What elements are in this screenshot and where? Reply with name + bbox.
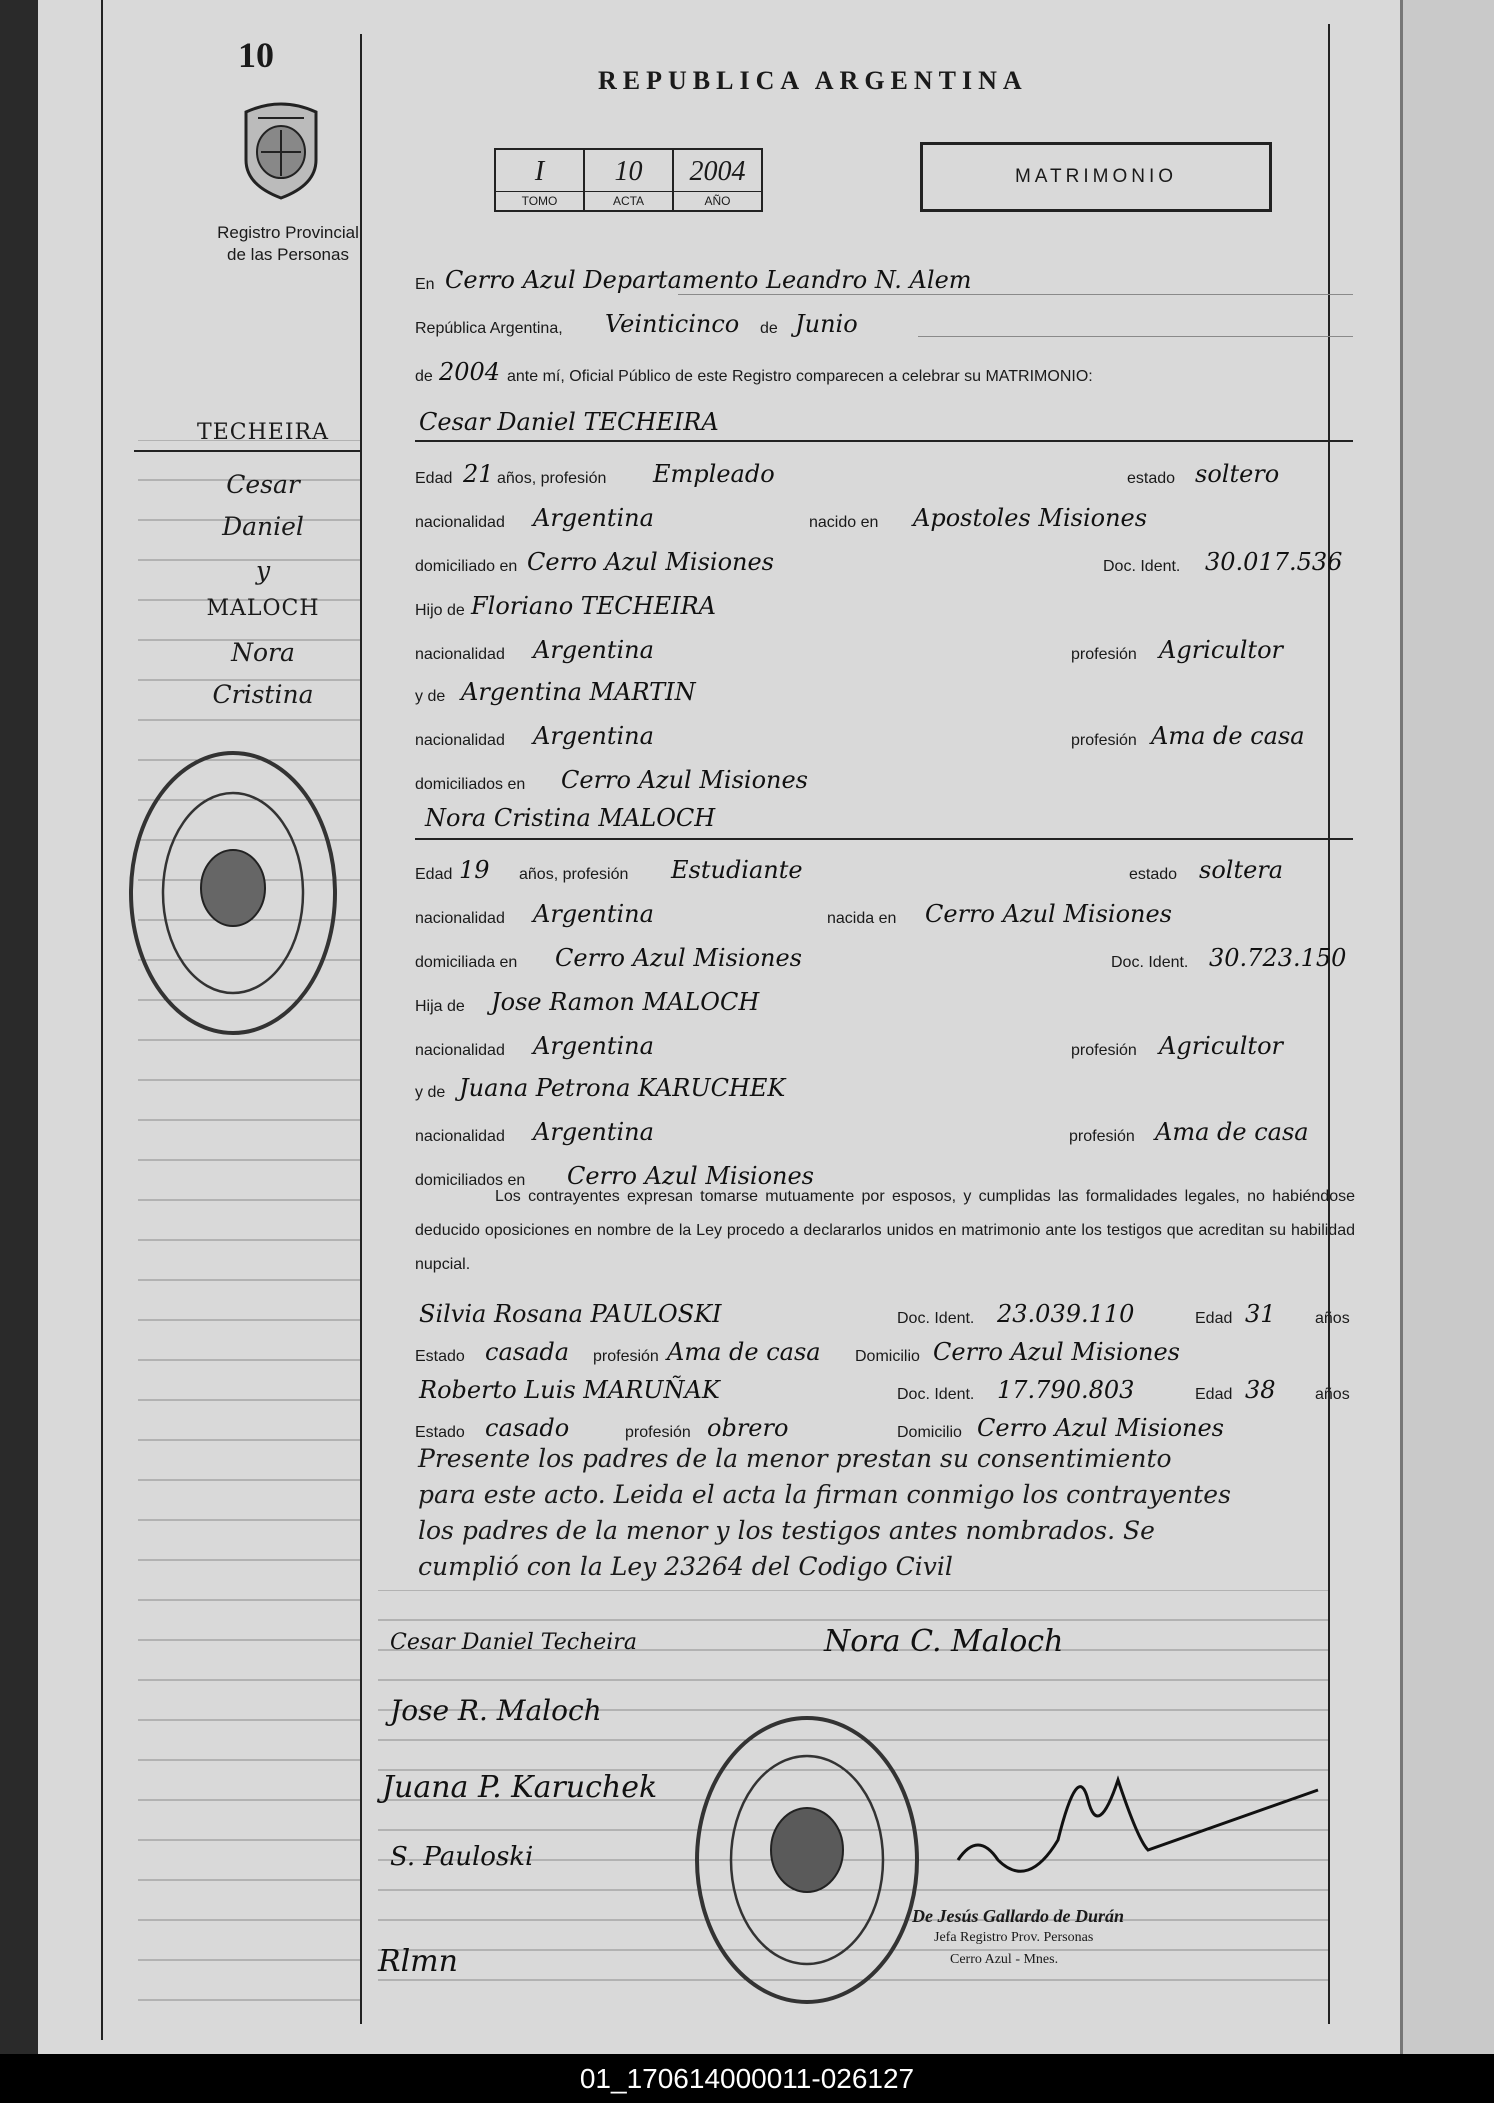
margin-divider bbox=[360, 34, 362, 2024]
anos-prof-label: años, profesión bbox=[519, 866, 629, 883]
anos-label: años bbox=[1315, 1386, 1350, 1403]
groom-mother: Argentina MARTIN bbox=[461, 678, 696, 706]
witness2-estado: casado bbox=[485, 1414, 570, 1442]
hijo-label: Hijo de bbox=[415, 602, 465, 619]
margin-first2: Nora bbox=[231, 638, 295, 667]
groom-profession: Empleado bbox=[653, 460, 775, 488]
doc-label: Doc. Ident. bbox=[1103, 558, 1181, 575]
groom-row5 bbox=[415, 632, 1353, 670]
witness2-name: Roberto Luis MARUÑAK bbox=[419, 1376, 720, 1404]
observation-line1: Presente los padres de la menor prestan su consentimiento bbox=[418, 1444, 1172, 1473]
groom-age: 21 bbox=[463, 460, 494, 488]
nac-label: nacionalidad bbox=[415, 1128, 505, 1145]
groom-row4 bbox=[415, 588, 1353, 626]
bride-father: Jose Ramon MALOCH bbox=[491, 988, 760, 1016]
witness2-age: 38 bbox=[1245, 1376, 1276, 1404]
dom-label: Domicilio bbox=[855, 1348, 920, 1365]
groom-domicile: Cerro Azul Misiones bbox=[527, 548, 774, 576]
bride-row5 bbox=[415, 1028, 1353, 1066]
nac-label: nacionalidad bbox=[415, 732, 505, 749]
dom-label: Domicilio bbox=[897, 1424, 962, 1441]
bride-father-nat: Argentina bbox=[533, 1032, 654, 1060]
groom-row3 bbox=[415, 544, 1353, 582]
acta-label: ACTA bbox=[585, 191, 672, 210]
groom-father-prof: Agricultor bbox=[1159, 636, 1283, 664]
left-border bbox=[101, 0, 103, 2040]
doc-label: Doc. Ident. bbox=[897, 1386, 975, 1403]
nac-label: nacionalidad bbox=[415, 514, 505, 531]
estado-label: estado bbox=[1127, 470, 1176, 487]
record-box bbox=[494, 148, 763, 212]
groom-name: Cesar Daniel TECHEIRA bbox=[419, 408, 719, 436]
witness1-profession: Ama de casa bbox=[667, 1338, 821, 1366]
intro-rest: ante mí, Oficial Público de este Registro comparecen a celebrar su MATRIMONIO: bbox=[507, 368, 1093, 385]
signature-bride: Nora C. Maloch bbox=[824, 1624, 1064, 1659]
bride-row7 bbox=[415, 1114, 1353, 1152]
intro-place: Cerro Azul Departamento Leandro N. Alem bbox=[445, 266, 972, 294]
bride-domicile: Cerro Azul Misiones bbox=[555, 944, 802, 972]
groom-row7 bbox=[415, 718, 1353, 756]
estado-label: Estado bbox=[415, 1424, 465, 1441]
de2-label: de bbox=[415, 368, 433, 385]
witness1-row2 bbox=[415, 1334, 1353, 1372]
margin-second2: Cristina bbox=[212, 680, 314, 709]
footer-id: 01_170614000011-026127 bbox=[0, 2054, 1494, 2103]
prof-label: profesión bbox=[1071, 646, 1137, 663]
witness1-row1 bbox=[415, 1296, 1353, 1334]
de-label: de bbox=[760, 320, 778, 337]
yde-label: y de bbox=[415, 688, 446, 705]
groom-rule bbox=[415, 440, 1353, 442]
witness2-profession: obrero bbox=[707, 1414, 789, 1442]
nacido-label: nacido en bbox=[809, 514, 879, 531]
prof-label: profesión bbox=[593, 1348, 659, 1365]
bride-estado: soltera bbox=[1199, 856, 1284, 884]
yde-label: y de bbox=[415, 1084, 446, 1101]
signature-witness1: S. Pauloski bbox=[390, 1842, 534, 1872]
witness1-estado: casada bbox=[485, 1338, 570, 1366]
signature-bride-mother: Juana P. Karuchek bbox=[382, 1770, 658, 1805]
edad-label: Edad bbox=[415, 470, 453, 487]
ano-label: AÑO bbox=[674, 191, 761, 210]
official-name: De Jesús Gallardo de Durán bbox=[912, 1906, 1125, 1926]
intro-day: Veinticinco bbox=[605, 310, 740, 338]
groom-name-row bbox=[415, 404, 1353, 442]
groom-row6 bbox=[415, 674, 1353, 712]
witness2-doc: 17.790.803 bbox=[997, 1376, 1135, 1404]
signature-groom: Cesar Daniel Techeira bbox=[390, 1630, 637, 1655]
coat-of-arms-icon bbox=[236, 100, 326, 200]
dotted-line bbox=[918, 336, 1353, 337]
nac-label: nacionalidad bbox=[415, 646, 505, 663]
margin-surname: TECHEIRA bbox=[197, 420, 329, 445]
signature-witness2: Rlmn bbox=[378, 1944, 458, 1979]
official-place: Cerro Azul - Mnes. bbox=[950, 1952, 1059, 1967]
witness2-row1 bbox=[415, 1372, 1353, 1410]
doms-label: domiciliados en bbox=[415, 776, 526, 793]
groom-father-nat: Argentina bbox=[533, 636, 654, 664]
intro-month: Junio bbox=[795, 310, 858, 338]
bride-father-prof: Agricultor bbox=[1159, 1032, 1283, 1060]
dom-label: domiciliado en bbox=[415, 558, 518, 575]
groom-doc: 30.017.536 bbox=[1205, 548, 1343, 576]
bride-parents-domicile: Cerro Azul Misiones bbox=[567, 1162, 814, 1190]
republica-label: República Argentina, bbox=[415, 320, 563, 337]
signature-bride-father: Jose R. Maloch bbox=[390, 1694, 602, 1727]
page-number: 10 bbox=[238, 35, 274, 75]
bride-mother-nat: Argentina bbox=[533, 1118, 654, 1146]
prof-label: profesión bbox=[1069, 1128, 1135, 1145]
intro-line2 bbox=[415, 306, 1353, 344]
edad-label: Edad bbox=[1195, 1310, 1233, 1327]
registry-line2: de las Personas bbox=[227, 245, 349, 264]
ano-value: 2004 bbox=[689, 156, 746, 187]
acta-value: 10 bbox=[614, 156, 643, 187]
anos-label: años bbox=[1315, 1310, 1350, 1327]
witness1-age: 31 bbox=[1245, 1300, 1276, 1328]
hija-label: Hija de bbox=[415, 998, 465, 1015]
nac-label: nacionalidad bbox=[415, 1042, 505, 1059]
witness1-domicile: Cerro Azul Misiones bbox=[933, 1338, 1180, 1366]
bride-doc: 30.723.150 bbox=[1209, 944, 1347, 972]
groom-birthplace: Apostoles Misiones bbox=[913, 504, 1148, 532]
bride-birthplace: Cerro Azul Misiones bbox=[925, 900, 1172, 928]
margin-surname2: MALOCH bbox=[206, 596, 320, 621]
margin-first: Cesar bbox=[226, 470, 300, 499]
nacida-label: nacida en bbox=[827, 910, 897, 927]
dotted-line bbox=[678, 294, 1353, 295]
margin-second: Daniel bbox=[222, 512, 304, 541]
bride-row1 bbox=[415, 852, 1353, 890]
bride-profession: Estudiante bbox=[671, 856, 803, 884]
prof-label: profesión bbox=[1071, 1042, 1137, 1059]
adjacent-page-edge bbox=[1400, 0, 1494, 2054]
bride-age: 19 bbox=[459, 856, 490, 884]
intro-year: 2004 bbox=[439, 358, 501, 386]
tomo-value: I bbox=[534, 156, 545, 187]
groom-nationality: Argentina bbox=[533, 504, 654, 532]
intro-line3 bbox=[415, 354, 1353, 392]
doc-label: Doc. Ident. bbox=[1111, 954, 1189, 971]
registry-seal-left bbox=[126, 748, 340, 1038]
witness2-domicile: Cerro Azul Misiones bbox=[977, 1414, 1224, 1442]
groom-parents-domicile: Cerro Azul Misiones bbox=[561, 766, 808, 794]
registry-name bbox=[188, 222, 388, 266]
bride-row4 bbox=[415, 984, 1353, 1022]
prof-label: profesión bbox=[625, 1424, 691, 1441]
bride-mother: Juana Petrona KARUCHEK bbox=[459, 1074, 786, 1102]
anos-prof-label: años, profesión bbox=[497, 470, 607, 487]
bride-row3 bbox=[415, 940, 1353, 978]
registry-line1: Registro Provincial bbox=[217, 223, 359, 242]
observation-line4: cumplió con la Ley 23264 del Codigo Civil bbox=[418, 1552, 953, 1581]
edad-label: Edad bbox=[1195, 1386, 1233, 1403]
bride-name: Nora Cristina MALOCH bbox=[425, 804, 716, 832]
registry-seal-bottom bbox=[692, 1712, 922, 2008]
edad-label: Edad bbox=[415, 866, 453, 883]
prof-label: profesión bbox=[1071, 732, 1137, 749]
doc-label: Doc. Ident. bbox=[897, 1310, 975, 1327]
groom-row2 bbox=[415, 500, 1353, 538]
country-title: REPUBLICA ARGENTINA bbox=[598, 66, 1028, 95]
margin-and: y bbox=[255, 556, 271, 585]
witness1-name: Silvia Rosana PAULOSKI bbox=[419, 1300, 722, 1328]
groom-father: Floriano TECHEIRA bbox=[471, 592, 716, 620]
groom-estado: soltero bbox=[1195, 460, 1280, 488]
doms-label: domiciliados en bbox=[415, 1172, 526, 1189]
bride-name-row bbox=[415, 800, 1353, 838]
bride-row6 bbox=[415, 1070, 1353, 1108]
nac-label: nacionalidad bbox=[415, 910, 505, 927]
bride-row2 bbox=[415, 896, 1353, 934]
groom-mother-prof: Ama de casa bbox=[1151, 722, 1305, 750]
witness2-row2 bbox=[415, 1410, 1353, 1448]
document-type: MATRIMONIO bbox=[920, 142, 1272, 212]
observation-line3: los padres de la menor y los testigos antes nombrados. Se bbox=[418, 1516, 1155, 1545]
tomo-label: TOMO bbox=[496, 191, 583, 210]
en-label: En bbox=[415, 276, 435, 293]
groom-row8 bbox=[415, 762, 1353, 800]
groom-mother-nat: Argentina bbox=[533, 722, 654, 750]
margin-rule bbox=[134, 450, 360, 452]
declaration-text: Los contrayentes expresan tomarse mutuamente por esposos, y cumplidas las formalidades legales, no habiéndose deducido oposiciones en nombre de la Ley procedo a declararlos unidos en matrimonio ante los testigos que acreditan su habilidad nupcial. bbox=[415, 1188, 1355, 1273]
estado-label: Estado bbox=[415, 1348, 465, 1365]
bride-nationality: Argentina bbox=[533, 900, 654, 928]
witness1-doc: 23.039.110 bbox=[997, 1300, 1135, 1328]
groom-row1 bbox=[415, 456, 1353, 494]
certificate-page bbox=[38, 0, 1400, 2054]
bride-mother-prof: Ama de casa bbox=[1155, 1118, 1309, 1146]
estado-label: estado bbox=[1129, 866, 1178, 883]
official-title: Jefa Registro Prov. Personas bbox=[934, 1930, 1094, 1945]
observation-line2: para este acto. Leida el acta la firman conmigo los contrayentes bbox=[418, 1480, 1231, 1509]
dom-label: domiciliada en bbox=[415, 954, 518, 971]
bride-rule bbox=[415, 838, 1353, 840]
